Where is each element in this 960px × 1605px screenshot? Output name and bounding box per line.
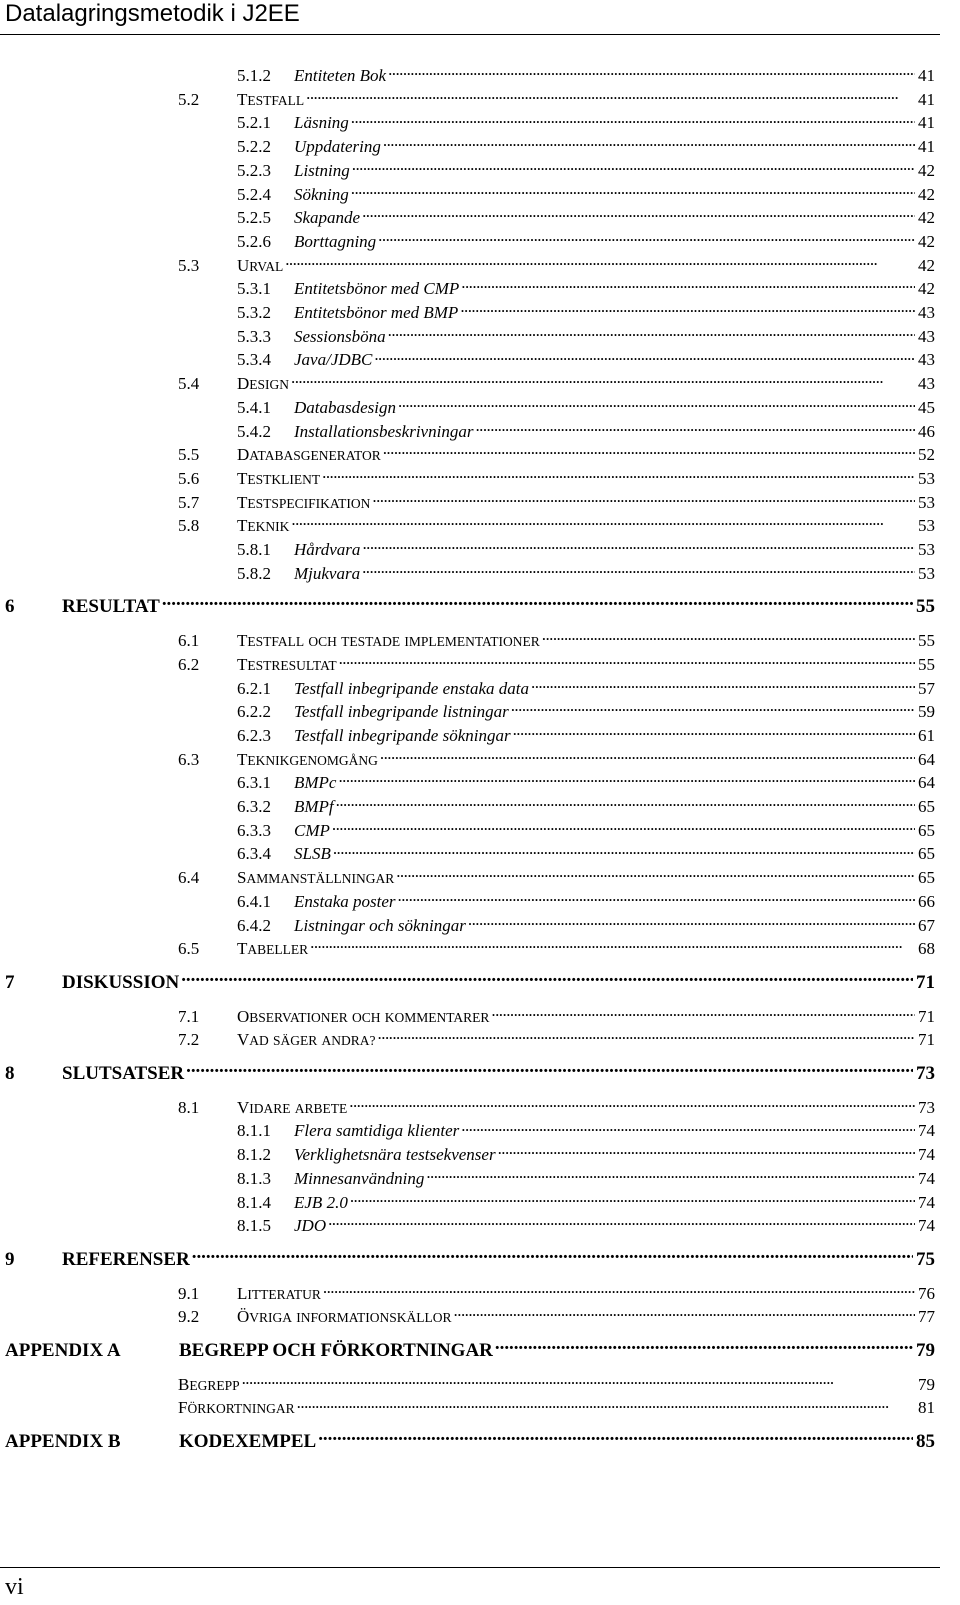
toc-entry-page: 42 bbox=[918, 208, 935, 228]
toc-entry[interactable] bbox=[237, 538, 935, 562]
toc-entry-number: 8.1.2 bbox=[237, 1145, 271, 1165]
toc-entry-title: Hårdvara bbox=[294, 540, 361, 559]
toc-entry[interactable] bbox=[178, 372, 935, 396]
toc-entry-page: 42 bbox=[918, 184, 935, 204]
toc-entry-number: 5.6 bbox=[178, 468, 200, 488]
toc-entry-number: 5.2.3 bbox=[237, 160, 271, 180]
toc-entry-title: TESTRESULTAT bbox=[237, 654, 337, 674]
toc-entry-number: 7 bbox=[5, 971, 15, 993]
toc-entry-number: 8 bbox=[5, 1063, 15, 1084]
toc-entry-number: 5.5 bbox=[178, 445, 200, 465]
toc-entry[interactable] bbox=[237, 842, 935, 866]
toc-dot-leader bbox=[513, 724, 915, 741]
toc-entry-title: Databasdesign bbox=[294, 397, 396, 417]
toc-entry-title: Entiteten Bok bbox=[294, 66, 387, 85]
toc-dot-leader bbox=[362, 538, 915, 555]
toc-entry-title: RESULTAT bbox=[62, 596, 160, 618]
toc-dot-leader bbox=[291, 372, 915, 389]
toc-entry-number: 8.1.1 bbox=[237, 1121, 271, 1141]
toc-entry-number: 6.2.2 bbox=[237, 702, 271, 722]
toc-entry[interactable] bbox=[178, 467, 935, 491]
toc-entry-title: URVAL bbox=[237, 255, 284, 275]
toc-entry-title: Entitetsbönor med BMP bbox=[294, 303, 459, 322]
toc-entry[interactable] bbox=[237, 301, 935, 325]
toc-entry[interactable] bbox=[178, 1028, 935, 1052]
toc-entry-page: 42 bbox=[918, 255, 935, 275]
toc-entry[interactable] bbox=[237, 795, 935, 819]
toc-dot-leader bbox=[323, 1282, 915, 1299]
toc-entry-page: 66 bbox=[918, 891, 935, 911]
toc-entry[interactable] bbox=[5, 1060, 935, 1084]
toc-dot-leader bbox=[511, 700, 915, 717]
toc-dot-leader bbox=[162, 593, 913, 612]
toc-entry-page: 41 bbox=[918, 113, 935, 133]
toc-entry-number: 5.4.2 bbox=[237, 421, 271, 441]
toc-entry-number: APPENDIX A bbox=[5, 1340, 121, 1361]
toc-entry[interactable] bbox=[237, 348, 935, 372]
toc-entry-title: TESTFALL OCH TESTADE IMPLEMENTATIONER bbox=[237, 631, 540, 651]
toc-entry-title: Entitetsbönor med CMP bbox=[294, 279, 460, 299]
toc-entry-title: BEGREPP OCH FÖRKORTNINGAR bbox=[179, 1340, 493, 1361]
toc-entry-page: 41 bbox=[918, 137, 935, 157]
toc-entry-title: TESTKLIENT bbox=[237, 468, 321, 488]
footer-rule bbox=[0, 1567, 940, 1568]
toc-entry-page: 71 bbox=[918, 1006, 935, 1026]
toc-entry-page: 71 bbox=[916, 971, 935, 993]
toc-entry-page: 42 bbox=[918, 279, 935, 299]
toc-entry-title: Minnesanvändning bbox=[294, 1168, 425, 1188]
toc-entry-title: FÖRKORTNINGAR bbox=[178, 1398, 295, 1418]
toc-entry-number: 9.1 bbox=[178, 1283, 200, 1303]
toc-entry[interactable] bbox=[237, 890, 935, 914]
toc-dot-leader bbox=[242, 1373, 915, 1390]
toc-entry[interactable] bbox=[178, 1396, 935, 1420]
toc-entry-number: 5.3.2 bbox=[237, 303, 271, 322]
toc-entry[interactable] bbox=[5, 1246, 935, 1270]
toc-entry-number: 5.4.1 bbox=[237, 397, 271, 417]
toc-dot-leader bbox=[491, 1005, 915, 1022]
toc-entry[interactable] bbox=[5, 593, 935, 617]
toc-entry[interactable] bbox=[237, 1214, 935, 1238]
toc-dot-leader bbox=[374, 348, 915, 365]
toc-entry-number: 6.4.2 bbox=[237, 915, 271, 935]
toc-entry[interactable] bbox=[178, 1282, 935, 1306]
toc-entry[interactable] bbox=[237, 819, 935, 843]
toc-entry-number: 5.2.5 bbox=[237, 208, 271, 228]
toc-dot-leader bbox=[322, 467, 915, 484]
toc-dot-leader bbox=[495, 1337, 913, 1356]
toc-entry-title: Sessionsböna bbox=[294, 326, 386, 346]
toc-entry-number: 6.2.1 bbox=[237, 678, 271, 698]
toc-entry-page: 55 bbox=[916, 596, 935, 618]
toc-entry-page: 79 bbox=[918, 1374, 935, 1394]
toc-entry[interactable] bbox=[237, 1191, 935, 1215]
toc-entry-number: 9 bbox=[5, 1248, 15, 1270]
toc-entry-number: 6.1 bbox=[178, 631, 200, 651]
toc-entry-title: Testfall inbegripande listningar bbox=[294, 702, 509, 722]
toc-dot-leader bbox=[461, 277, 915, 294]
toc-entry-number: 6.3.1 bbox=[237, 773, 271, 793]
toc-entry[interactable] bbox=[178, 1305, 935, 1329]
toc-entry-page: 57 bbox=[918, 678, 935, 698]
toc-dot-leader bbox=[339, 653, 915, 670]
toc-entry-page: 75 bbox=[916, 1248, 935, 1270]
toc-entry-title: Listning bbox=[294, 160, 350, 180]
toc-entry-number: 8.1.5 bbox=[237, 1216, 271, 1236]
toc-dot-leader bbox=[531, 677, 915, 694]
toc-entry-number: 5.8.2 bbox=[237, 563, 271, 583]
toc-dot-leader bbox=[181, 969, 913, 988]
toc-entry-title: Java/JDBC bbox=[294, 350, 373, 370]
toc-dot-leader bbox=[186, 1060, 913, 1079]
toc-entry[interactable] bbox=[237, 724, 935, 748]
toc-entry-title: SLUTSATSER bbox=[62, 1063, 185, 1084]
toc-entry-number: 7.1 bbox=[178, 1006, 200, 1026]
toc-dot-leader bbox=[306, 88, 915, 105]
toc-dot-leader bbox=[192, 1246, 913, 1265]
toc-dot-leader bbox=[542, 629, 915, 646]
toc-entry-page: 55 bbox=[918, 654, 935, 674]
toc-entry-page: 73 bbox=[918, 1097, 935, 1117]
toc-entry-page: 65 bbox=[918, 797, 935, 816]
toc-entry-title: BMPc bbox=[294, 773, 337, 793]
toc-entry-page: 65 bbox=[918, 820, 935, 840]
toc-entry-page: 77 bbox=[918, 1307, 935, 1327]
toc-entry-title: Läsning bbox=[294, 113, 349, 133]
toc-entry-page: 64 bbox=[918, 749, 935, 769]
toc-entry-number: 6.2.3 bbox=[237, 725, 271, 745]
toc-dot-leader bbox=[336, 795, 915, 812]
toc-entry-title: JDO bbox=[294, 1216, 327, 1236]
toc-entry-title: Enstaka poster bbox=[294, 891, 396, 911]
toc-entry-title: LITTERATUR bbox=[237, 1283, 321, 1303]
toc-entry-page: 53 bbox=[918, 492, 935, 512]
toc-dot-leader bbox=[396, 866, 915, 883]
toc-entry[interactable] bbox=[178, 1005, 935, 1029]
toc-entry-number: 5.8 bbox=[178, 516, 200, 536]
toc-entry-number: 6.3.4 bbox=[237, 844, 271, 864]
toc-entry-page: 74 bbox=[918, 1216, 935, 1236]
toc-entry[interactable] bbox=[237, 677, 935, 701]
toc-dot-leader bbox=[378, 230, 915, 247]
toc-entry[interactable] bbox=[178, 866, 935, 890]
toc-dot-leader bbox=[461, 1119, 915, 1136]
toc-dot-leader bbox=[372, 491, 915, 508]
toc-dot-leader bbox=[291, 514, 915, 531]
toc-entry-number: 5.8.1 bbox=[237, 540, 271, 559]
toc-entry-number: 5.2.1 bbox=[237, 113, 271, 133]
toc-dot-leader bbox=[388, 64, 915, 81]
toc-entry[interactable] bbox=[237, 1143, 935, 1167]
toc-entry-page: 85 bbox=[916, 1431, 935, 1453]
page-number: vi bbox=[5, 1574, 24, 1600]
toc-dot-leader bbox=[310, 937, 915, 954]
toc-entry[interactable] bbox=[237, 230, 935, 254]
toc-entry-title: CMP bbox=[294, 820, 330, 840]
toc-entry-page: 74 bbox=[918, 1192, 935, 1212]
toc-entry-number: 8.1.4 bbox=[237, 1192, 271, 1212]
toc-entry-page: 65 bbox=[918, 844, 935, 864]
toc-dot-leader bbox=[333, 842, 915, 859]
toc-entry-number: 6.3.3 bbox=[237, 820, 271, 840]
toc-dot-leader bbox=[468, 914, 915, 931]
toc-dot-leader bbox=[350, 1191, 915, 1208]
toc-entry-number: 5.3.3 bbox=[237, 326, 271, 346]
toc-entry-title: KODEXEMPEL bbox=[179, 1431, 317, 1453]
toc-entry-number: 5.2.2 bbox=[237, 137, 271, 157]
toc-entry-page: 53 bbox=[918, 540, 935, 559]
toc-entry-page: 73 bbox=[916, 1063, 935, 1084]
toc-entry-title: BMPf bbox=[294, 797, 334, 816]
toc-entry[interactable] bbox=[237, 135, 935, 159]
toc-entry-number: 9.2 bbox=[178, 1307, 200, 1327]
toc-dot-leader bbox=[351, 111, 915, 128]
toc-entry-number: 6.4 bbox=[178, 868, 200, 888]
toc-entry-title: Flera samtidiga klienter bbox=[294, 1121, 460, 1141]
toc-entry-page: 59 bbox=[918, 702, 935, 722]
toc-entry-title: REFERENSER bbox=[62, 1248, 190, 1270]
toc-entry-page: 52 bbox=[918, 445, 935, 465]
toc-dot-leader bbox=[475, 420, 915, 437]
toc-entry-title: DESIGN bbox=[237, 374, 290, 394]
toc-entry-number: 5.4 bbox=[178, 374, 200, 394]
toc-entry-page: 81 bbox=[918, 1398, 935, 1418]
toc-entry-number: 5.1.2 bbox=[237, 66, 271, 85]
toc-dot-leader bbox=[388, 325, 915, 342]
toc-entry-page: 64 bbox=[918, 773, 935, 793]
toc-entry-page: 41 bbox=[918, 89, 935, 109]
toc-dot-leader bbox=[332, 819, 915, 836]
toc-entry-number: APPENDIX B bbox=[5, 1431, 121, 1453]
toc-entry[interactable] bbox=[237, 1119, 935, 1143]
toc-entry-title: Testfall inbegripande sökningar bbox=[294, 725, 511, 745]
toc-dot-leader bbox=[297, 1396, 915, 1413]
toc-dot-leader bbox=[498, 1143, 915, 1160]
toc-entry[interactable] bbox=[178, 1373, 935, 1397]
toc-entry[interactable] bbox=[237, 64, 935, 88]
toc-entry-title: Skapande bbox=[294, 208, 361, 228]
toc-entry[interactable] bbox=[178, 748, 935, 772]
toc-entry[interactable] bbox=[237, 159, 935, 183]
toc-entry-title: TESTSPECIFIKATION bbox=[237, 492, 371, 512]
toc-entry-title: BEGREPP bbox=[178, 1374, 240, 1394]
toc-entry-number: 8.1.3 bbox=[237, 1168, 271, 1188]
toc-entry-title: Testfall inbegripande enstaka data bbox=[294, 678, 530, 698]
toc-entry-number: 5.2.6 bbox=[237, 231, 271, 251]
toc-entry-page: 41 bbox=[918, 66, 935, 85]
toc-entry-page: 65 bbox=[918, 868, 935, 888]
toc-entry-page: 79 bbox=[916, 1340, 935, 1361]
document-header-title: Datalagringsmetodik i J2EE bbox=[5, 0, 300, 27]
toc-dot-leader bbox=[383, 135, 915, 152]
toc-dot-leader bbox=[328, 1214, 915, 1231]
toc-dot-leader bbox=[383, 443, 915, 460]
toc-entry-number: 6.2 bbox=[178, 654, 200, 674]
toc-entry-title: Uppdatering bbox=[294, 137, 381, 157]
toc-dot-leader bbox=[426, 1167, 915, 1184]
toc-entry-title: VAD SÄGER ANDRA? bbox=[237, 1030, 376, 1050]
toc-entry-page: 53 bbox=[918, 563, 935, 583]
toc-entry-title: Mjukvara bbox=[294, 563, 361, 583]
toc-dot-leader bbox=[318, 1428, 913, 1447]
toc-entry[interactable] bbox=[5, 969, 935, 993]
toc-entry-title: TESTFALL bbox=[237, 89, 305, 109]
toc-entry[interactable] bbox=[178, 491, 935, 515]
toc-entry[interactable] bbox=[178, 88, 935, 112]
toc-entry-page: 43 bbox=[918, 303, 935, 322]
toc-entry[interactable] bbox=[237, 396, 935, 420]
toc-entry[interactable] bbox=[178, 443, 935, 467]
toc-dot-leader bbox=[460, 301, 915, 318]
toc-dot-leader bbox=[285, 254, 915, 271]
toc-entry-number: 5.3.1 bbox=[237, 279, 271, 299]
toc-entry-title: Borttagning bbox=[294, 231, 377, 251]
toc-entry-title: TEKNIKGENOMGÅNG bbox=[237, 749, 378, 769]
toc-entry-page: 53 bbox=[918, 516, 935, 536]
toc-entry-title: Sökning bbox=[294, 184, 349, 204]
toc-entry-number: 5.7 bbox=[178, 492, 200, 512]
toc-dot-leader bbox=[398, 396, 915, 413]
toc-entry-page: 43 bbox=[918, 374, 935, 394]
toc-entry-number: 5.3 bbox=[178, 255, 200, 275]
toc-entry-title: Installationsbeskrivningar bbox=[294, 421, 474, 441]
toc-entry-title: Verklighetsnära testsekvenser bbox=[294, 1145, 496, 1165]
toc-entry[interactable] bbox=[237, 771, 935, 795]
toc-dot-leader bbox=[351, 183, 915, 200]
toc-entry-page: 42 bbox=[918, 160, 935, 180]
toc-entry[interactable] bbox=[237, 914, 935, 938]
toc-entry[interactable] bbox=[178, 937, 935, 961]
toc-entry[interactable] bbox=[178, 514, 935, 538]
toc-entry-title: EJB 2.0 bbox=[294, 1192, 348, 1212]
toc-entry-title: OBSERVATIONER OCH KOMMENTARER bbox=[237, 1006, 490, 1026]
toc-entry-page: 53 bbox=[918, 468, 935, 488]
toc-entry-page: 71 bbox=[918, 1030, 935, 1050]
toc-dot-leader bbox=[352, 159, 915, 176]
toc-entry[interactable] bbox=[237, 325, 935, 349]
toc-entry-page: 46 bbox=[918, 421, 935, 441]
toc-dot-leader bbox=[454, 1305, 915, 1322]
toc-entry[interactable] bbox=[5, 1337, 935, 1361]
toc-entry-page: 45 bbox=[918, 397, 935, 417]
toc-entry[interactable] bbox=[178, 629, 935, 653]
toc-entry-page: 74 bbox=[918, 1145, 935, 1165]
toc-entry[interactable] bbox=[237, 111, 935, 135]
toc-entry-title: TABELLER bbox=[237, 939, 309, 959]
toc-dot-leader bbox=[349, 1096, 915, 1113]
toc-entry-title: TEKNIK bbox=[237, 516, 290, 536]
toc-dot-leader bbox=[362, 562, 915, 579]
toc-dot-leader bbox=[362, 206, 915, 223]
toc-dot-leader bbox=[380, 748, 915, 765]
toc-entry-page: 68 bbox=[918, 939, 935, 959]
toc-entry[interactable] bbox=[237, 700, 935, 724]
toc-entry[interactable] bbox=[237, 420, 935, 444]
toc-entry-number: 6.3.2 bbox=[237, 797, 271, 816]
toc-entry-number: 6.4.1 bbox=[237, 891, 271, 911]
toc-entry-page: 42 bbox=[918, 231, 935, 251]
toc-entry-title: DATABASGENERATOR bbox=[237, 445, 381, 465]
toc-entry-number: 5.2.4 bbox=[237, 184, 271, 204]
toc-entry-title: SLSB bbox=[294, 844, 331, 864]
toc-entry[interactable] bbox=[178, 1096, 935, 1120]
toc-entry-title: SAMMANSTÄLLNINGAR bbox=[237, 868, 395, 888]
toc-entry[interactable] bbox=[237, 183, 935, 207]
toc-entry-title: VIDARE ARBETE bbox=[237, 1097, 348, 1117]
toc-entry-number: 6 bbox=[5, 596, 15, 618]
toc-entry[interactable] bbox=[237, 206, 935, 230]
toc-entry-number: 7.2 bbox=[178, 1030, 200, 1050]
toc-entry-page: 74 bbox=[918, 1168, 935, 1188]
toc-entry[interactable] bbox=[178, 653, 935, 677]
toc-entry-page: 55 bbox=[918, 631, 935, 651]
toc-entry-number: 5.2 bbox=[178, 89, 200, 109]
toc-entry-number: 8.1 bbox=[178, 1097, 200, 1117]
toc-entry-title: ÖVRIGA INFORMATIONSKÄLLOR bbox=[237, 1307, 452, 1327]
toc-entry-page: 43 bbox=[918, 350, 935, 370]
toc-entry[interactable] bbox=[5, 1428, 935, 1452]
toc-entry-number: 5.3.4 bbox=[237, 350, 271, 370]
toc-entry-page: 74 bbox=[918, 1121, 935, 1141]
toc-entry[interactable] bbox=[237, 277, 935, 301]
toc-entry-title: DISKUSSION bbox=[62, 971, 180, 993]
toc-entry-page: 76 bbox=[918, 1283, 935, 1303]
toc-dot-leader bbox=[378, 1028, 915, 1045]
toc-dot-leader bbox=[398, 890, 915, 907]
toc-entry-page: 67 bbox=[918, 915, 935, 935]
toc-entry-page: 43 bbox=[918, 326, 935, 346]
toc-entry-page: 61 bbox=[918, 725, 935, 745]
toc-entry[interactable] bbox=[178, 254, 935, 278]
toc-entry-title: Listningar och sökningar bbox=[294, 915, 466, 935]
toc-entry-number: 6.5 bbox=[178, 939, 200, 959]
toc-entry-number: 6.3 bbox=[178, 749, 200, 769]
toc-dot-leader bbox=[338, 771, 915, 788]
toc-entry[interactable] bbox=[237, 1167, 935, 1191]
toc-entry[interactable] bbox=[237, 562, 935, 586]
